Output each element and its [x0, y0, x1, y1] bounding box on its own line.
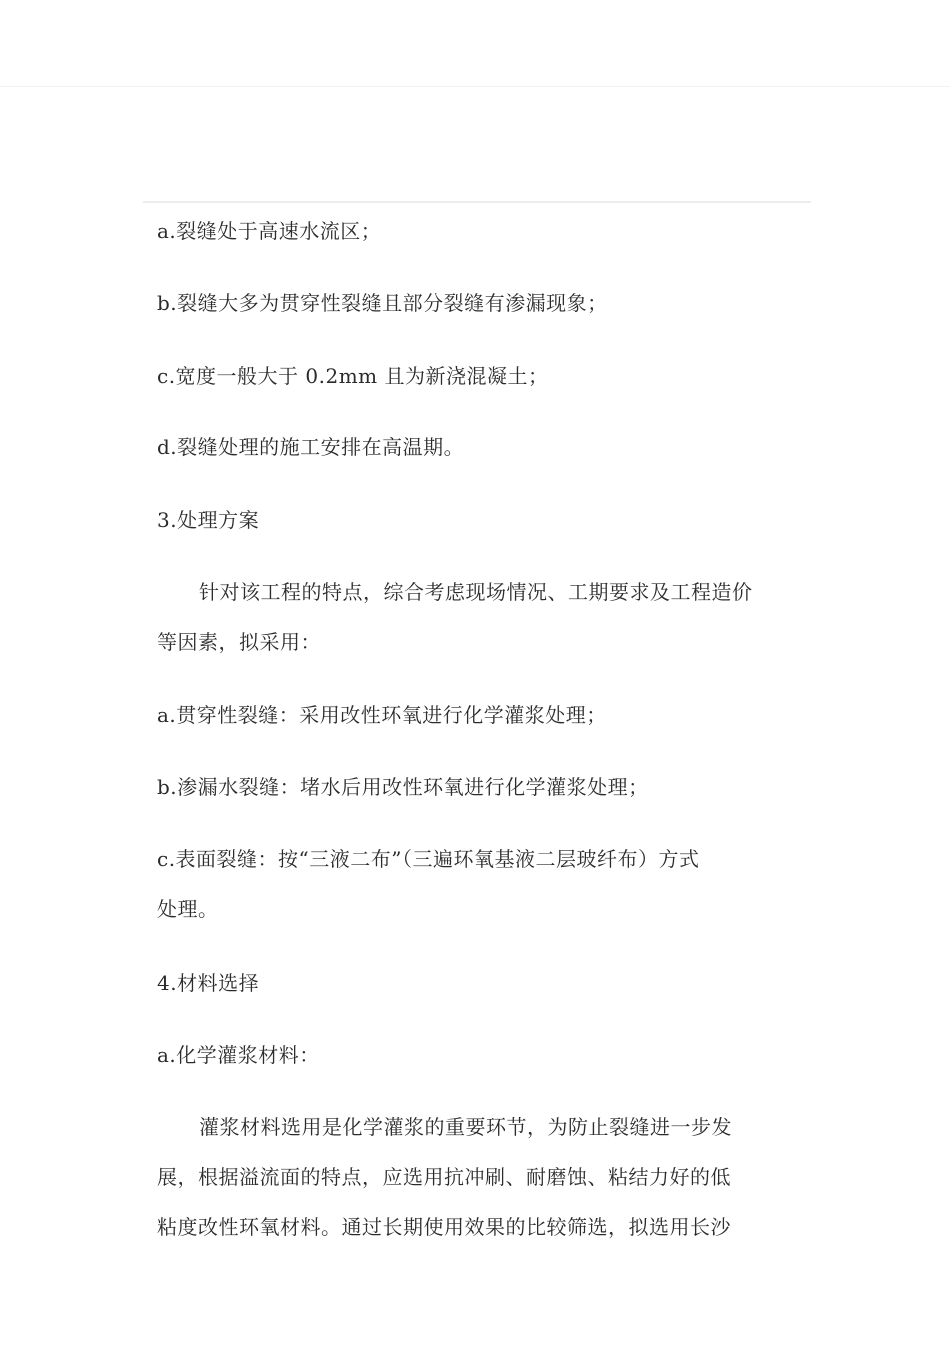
paragraph-line: c.表面裂缝：按“三液二布”（三遍环氧基液二层玻纤布）方式: [157, 847, 700, 871]
paragraph-line: 粘度改性环氧材料。通过长期使用效果的比较筛选，拟选用长沙: [157, 1215, 731, 1239]
paragraph-line: 灌浆材料选用是化学灌浆的重要环节，为防止裂缝进一步发: [199, 1115, 732, 1139]
section-divider: [143, 201, 811, 203]
list-item-c-surface-crack-treatment: [157, 847, 807, 921]
list-item-b-leak-crack-treatment: b.渗漏水裂缝：堵水后用改性环氧进行化学灌浆处理；: [157, 775, 649, 799]
section-heading-material-selection: 4.材料选择: [157, 971, 260, 995]
list-item-a-grouting-material: a.化学灌浆材料：: [157, 1043, 320, 1067]
list-item-b-through-cracks: b.裂缝大多为贯穿性裂缝且部分裂缝有渗漏现象；: [157, 291, 608, 315]
paragraph-line: 处理。: [157, 897, 219, 921]
paragraph-grouting-material: [157, 1115, 807, 1239]
header-divider: [0, 86, 950, 87]
list-item-a-through-crack-treatment: a.贯穿性裂缝：采用改性环氧进行化学灌浆处理；: [157, 703, 607, 727]
paragraph-treatment-intro: [157, 580, 807, 654]
list-item-a-high-speed-flow: a.裂缝处于高速水流区；: [157, 219, 382, 243]
list-item-d-high-temperature: d.裂缝处理的施工安排在高温期。: [157, 435, 465, 459]
paragraph-line: 等因素，拟采用：: [157, 630, 321, 654]
section-heading-treatment-plan: 3.处理方案: [157, 508, 260, 532]
paragraph-line: 展，根据溢流面的特点，应选用抗冲刷、耐磨蚀、粘结力好的低: [157, 1165, 731, 1189]
paragraph-line: 针对该工程的特点，综合考虑现场情况、工期要求及工程造价: [199, 580, 753, 604]
list-item-c-width: c.宽度一般大于 0.2mm 且为新浇混凝土；: [157, 364, 549, 388]
